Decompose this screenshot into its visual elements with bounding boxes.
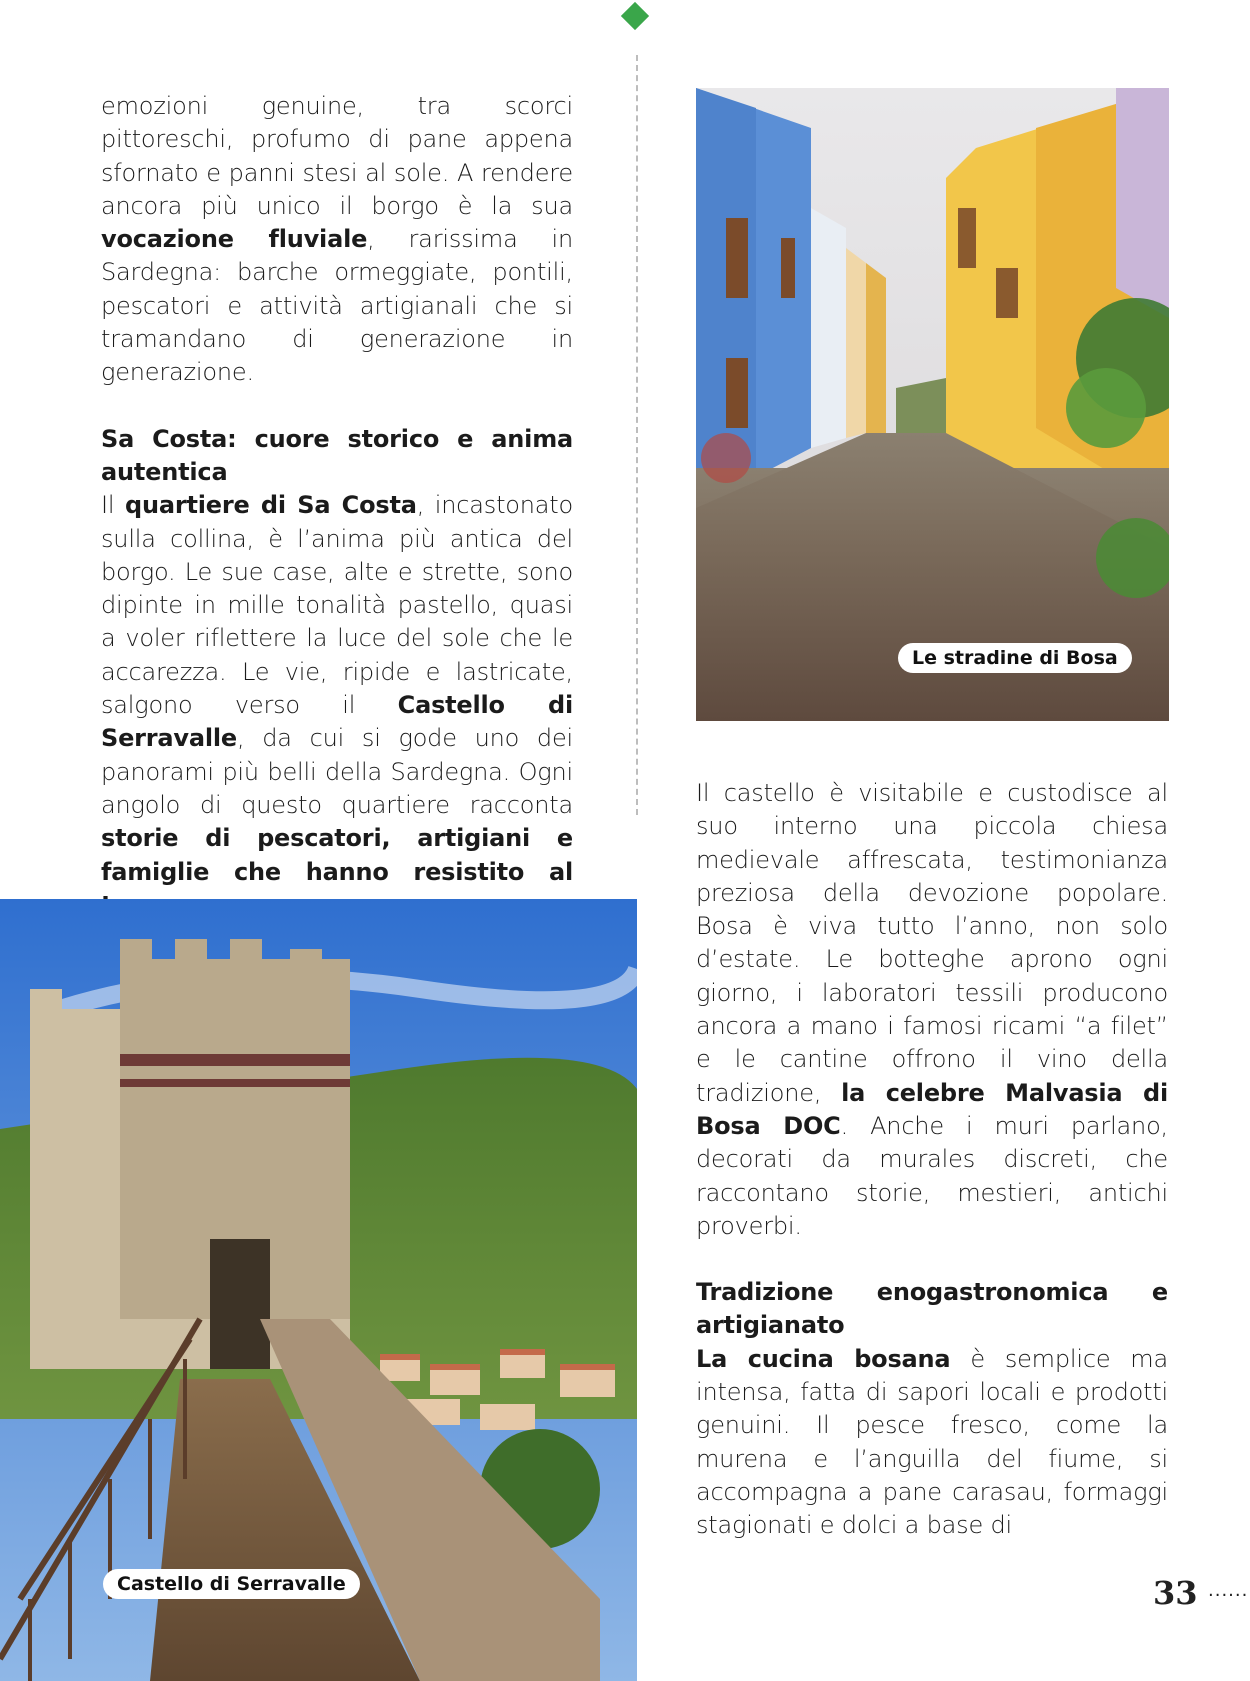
section-heading-tradizione: Tradizione enogastronomica e artigianato bbox=[696, 1278, 1168, 1340]
cucina-paragraph bbox=[696, 1343, 1168, 1543]
bold-text-run: quartiere di Sa Costa bbox=[124, 491, 417, 520]
castle-paragraph bbox=[696, 777, 1168, 1243]
sa-costa-paragraph bbox=[101, 489, 573, 922]
text-run: . Anche i muri parlano, decorati da murales discreti, che raccontano storie, mestieri, antichi proverbi. bbox=[696, 1111, 1168, 1240]
right-column-text bbox=[696, 777, 1168, 1543]
caption-castello: Castello di Serravalle bbox=[103, 1569, 360, 1599]
text-run: , da cui si gode uno dei panorami più belli della Sardegna. Ogni angolo di questo quartiere racconta bbox=[101, 724, 573, 819]
text-run: , rarissima in Sardegna: barche ormeggiate, pontili, pescatori e attività artigianali che si tramandano di generazione in generazione. bbox=[101, 225, 573, 387]
column-divider bbox=[636, 55, 638, 815]
text-run: è semplice ma intensa, fatta di sapori locali e prodotti genuini. Il pesce fresco, come la murena e l’anguilla del fiume, si accompagna a pane carasau, formaggi stagionati e dolci a base di bbox=[696, 1344, 1168, 1540]
text-run: Il bbox=[101, 491, 125, 520]
page-number-dots: ...... bbox=[1208, 1580, 1249, 1601]
text-run: emozioni genuine, tra scorci pittoreschi, profumo di pane appena sfornato e panni stesi al sole. A rendere ancora più unico il borgo è la sua bbox=[101, 92, 573, 220]
bold-text-run: la celebre Malvasia di Bosa DOC bbox=[696, 1078, 1168, 1140]
bold-text-run: storie di pescatori, artigiani e famiglie che hanno resistito al bbox=[101, 824, 573, 886]
caption-bosa: Le stradine di Bosa bbox=[898, 643, 1132, 673]
bold-text-run: vocazione fluviale bbox=[101, 225, 368, 254]
intro-paragraph bbox=[101, 90, 573, 390]
photo-bosa-streets bbox=[696, 88, 1169, 721]
text-run: , incastonato sulla collina, è l’anima più antica del borgo. Le sue case, alte e strette, sono dipinte in mille tonalità pastello, quasi a voler riflettere la luce del sole che le accarezza. Le vie, ripide e lastricate, salgono verso il bbox=[101, 491, 573, 720]
bold-text-run: Castello di Serravalle bbox=[101, 691, 573, 753]
photo-castello-serravalle bbox=[0, 899, 637, 1681]
bold-text-run: La cucina bosana bbox=[696, 1344, 951, 1373]
left-column-text bbox=[101, 90, 573, 922]
section-heading-sa-costa: Sa Costa: cuore storico e anima autentica bbox=[101, 424, 573, 486]
page-number: 33 bbox=[1153, 1574, 1198, 1612]
text-run: Il castello è visitabile e custodisce al suo interno una piccola chiesa medievale affrescata, testimonianza preziosa della devozione popolare. Bosa è viva tutto l’anno, non solo d’estate. Le botteghe aprono ogni giorno, i laboratori tessili producono ancora a mano i famosi ricami “a filet” e le cantine offrono il vino della tradizione, bbox=[696, 779, 1168, 1107]
section-marker-diamond bbox=[621, 2, 649, 30]
